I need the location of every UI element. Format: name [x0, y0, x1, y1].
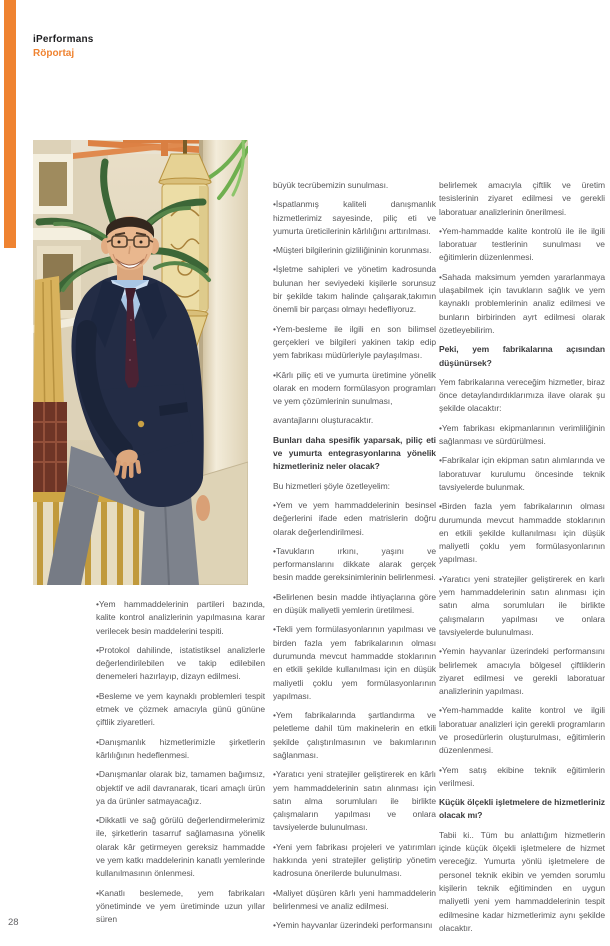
paragraph: •Müşteri bilgilerinin gizliliğininin korunması. [273, 245, 432, 256]
paragraph: •Yem fabrikası ekipmanlarının verimliliğinin sağlanması ve sürdürülmesi. [439, 422, 605, 447]
magazine-title: iPerformans [33, 34, 94, 45]
paragraph: •Yemin hayvanlar üzerindeki performansını belirlemek amacıyla bölgesel çiftliklerin ziyaret edilmesi ve gerekli laboratuar analizlerinin yapılması. [439, 646, 605, 697]
paragraph: •Besleme ve yem kaynaklı problemleri tespit etmek ve çözmek amacıyla günü gününe çiftlik ziyaretleri. [96, 690, 265, 728]
paragraph: •Danışmanlık hizmetlerimizle şirketlerin kârlılığının hedeflenmesi. [96, 736, 265, 760]
paragraph: •Danışmanlar olarak biz, tamamen bağımsız, objektif ve adil davranarak, ticari amaçlı ürün ya da ürünler satmayacağız. [96, 769, 265, 806]
page-number: 28 [8, 917, 19, 928]
paragraph: •Yem-besleme ile ilgili en son bilimsel gerçekleri ve bilgileri yakinen takip edip yem fabrikası müdürleriyle paylaşılması. [273, 323, 436, 361]
paragraph: •Yem satış ekibine teknik eğitimlerin verilmesi. [439, 764, 605, 788]
interview-photo [33, 140, 248, 585]
paragraph: •Kanatlı beslemede, yem fabrikaları yönetiminde ve yem üretiminde uzun yıllar süren [96, 887, 265, 925]
paragraph: •Yem ve yem hammaddelerinin besinsel değerlerini ifade eden matrislerin doğru olarak değerlendirilmesi. [273, 499, 436, 537]
paragraph: Yem fabrikalarına vereceğim hizmetler, biraz önce detaylandırdıklarımıza ilave olarak şu şekilde olacaktır: [439, 376, 605, 414]
paragraph: •İşletme sahipleri ve yönetim kadrosunda bulunan her seviyedeki kişilerle sorunsuz bir şekilde takım halinde çalışarak,takımın önemli bir parçası olmayı hedefliyoruz. [273, 264, 436, 315]
paragraph: avantajlarını oluşturacaktır. [273, 415, 374, 426]
text-column-left [96, 598, 265, 933]
paragraph: büyük tecrübemizin sunulması. [273, 180, 389, 190]
question-heading: Bunları daha spesifik yaparsak, piliç eti ve yumurta entegrasyonlarına yönelik hizmetleriniz neler olacak? [273, 434, 436, 472]
question-heading: Küçük ölçekli işletmelere de hizmetleriniz olacak mı? [439, 797, 605, 821]
paragraph: •Maliyet düşüren kârlı yeni hammaddelerin belirlenmesi ve analiz edilmesi. [273, 887, 436, 911]
paragraph: Tabii ki.. Tüm bu anlattığım hizmetlerin içinde küçük ölçekli işletmelere de hizmet vereceğiz. Yumurta yönlü işletmelere de personel teknik ekibin ve yemden sorumlu kişilerin teknik eğitiminden en uygun maliyetli yeni yem hammaddelerinin tespit edilmesine kadar hizmetlerimiz aynı şekilde olacaktır. [439, 829, 605, 933]
paragraph: •Yem-hammadde kalite kontrolü ile ile ilgili laboratuar testlerinin sunulması ve eğitimlerin düzenlenmesi. [439, 225, 605, 263]
paragraph: •Dikkatli ve sağ görülü değerlendirmelerimiz ile, şirketlerin tasarruf sağlamasına yönelik olarak kâr getirmeyen gereksiz hammadde ve yem katkı maddelerinin kanatlı yemlerinde kullanılmasının önlenmesi. [96, 815, 265, 879]
paragraph: •Sahada maksimum yemden yararlanmaya ulaşabilmek için tavukların sağlık ve yem kaynaklı problemlerinin analiz edilmesi ve bunların birbirinden ayrt edilmesi olarak özetleyebilirim. [439, 271, 605, 335]
paragraph: Bu hizmetleri şöyle özetleyelim: [273, 480, 390, 491]
paragraph: •Yem hammaddelerinin partileri bazında, kalite kontrol analizlerinin yapılmasına karar verilecek besin maddelerini tespiti. [96, 599, 265, 636]
paragraph: •Tekli yem formülasyonlarının yapılması ve birden fazla yem fabrikalarının olması durumunda mevcut hammadde stoklarının en etkili şekilde kullanılması için en düşük maliyetli çoklu yem formülasyonlarının yapılması. [273, 624, 436, 701]
paragraph: •Yemin hayvanlar üzerindeki performansını [273, 920, 433, 931]
paragraph: •Tavukların ırkını, yaşını ve performanslarını dikkate alarak gerçek besin madde gereksinimlerinin belirlenmesi. [273, 545, 436, 583]
paragraph: belirlemek amacıyla çiftlik ve üretim tesislerinin ziyaret edilmesi ve gerekli laboratuar analizlerinin önerilmesi. [439, 180, 605, 217]
text-column-middle [273, 179, 436, 939]
paragraph: •Belirlenen besin madde ihtiyaçlarına göre en düşük maliyetli yemlerin üretilmesi. [273, 591, 436, 616]
question-heading: Peki, yem fabrikalarına açısından düşünürsek? [439, 344, 605, 368]
section-color-bar [4, 0, 16, 248]
text-column-right [439, 179, 605, 941]
paragraph: •İspatlanmış kaliteli danışmanlık hizmetlerimiz sayesinde, piliç eti ve yumurta üreticilerinin kârlılığını arttırılması. [273, 199, 436, 236]
side-hand [196, 495, 210, 521]
page-header [33, 34, 94, 59]
paragraph: •Yem fabrikalarında şartlandırma ve peletleme dahil tüm makinelerin en etkili şekilde çalıştırılmasının ve bakımlarının sağlanması. [273, 710, 436, 760]
paragraph: •Yeni yem fabrikası projeleri ve yatırımları hakkında yeni stratejiler geliştirip yönetim kadrosuna önerilerde bulunulması. [273, 841, 436, 879]
paragraph: •Yem-hammadde kalite kontrol ve ilgili laboratuar analizleri için gerekli programların ve prosedürlerin oluşturulması, eğitimlerin düzenlenmesi. [439, 705, 605, 756]
paragraph: •Protokol dahilinde, istatistiksel analizlerle değerlendirilebilen ve takip edilebilen denemeleri hazırlayıp, dizayn edilmesi. [96, 644, 265, 682]
paragraph: •Yaratıcı yeni stratejiler geliştirerek en kârlı yem hammaddelerinin satın alınması için satın alma sorumluları ile birlikte çalışmaların yapılması ve onlara tavsiyelerde bulunulması. [273, 769, 436, 833]
section-label: Röportaj [33, 48, 75, 59]
paragraph: •Yaratıcı yeni stratejiler geliştirerek en karlı yem hammaddelerinin satın alınması için satın alma sorumluları ile birlikte çalışmaların yapılması ve onlara tavsiyelerde bulunulması. [439, 573, 605, 637]
paragraph: •Fabrikalar için ekipman satın alımlarında ve laboratuvar kurulumu öncesinde teknik tavsiyelerde bulunmak. [439, 455, 605, 492]
paragraph: •Birden fazla yem fabrikalarının olması durumunda mevcut hammadde stoklarının en etkili şekilde kullanılması için düşük maliyetli çoklu yem formülasyonlarının yapılması. [439, 501, 605, 565]
paragraph: •Kârlı piliç eti ve yumurta üretimine yönelik olarak en modern formülasyon programları ve yem çözümlerinin sunulması, [273, 369, 436, 407]
jacket-button [138, 421, 144, 427]
